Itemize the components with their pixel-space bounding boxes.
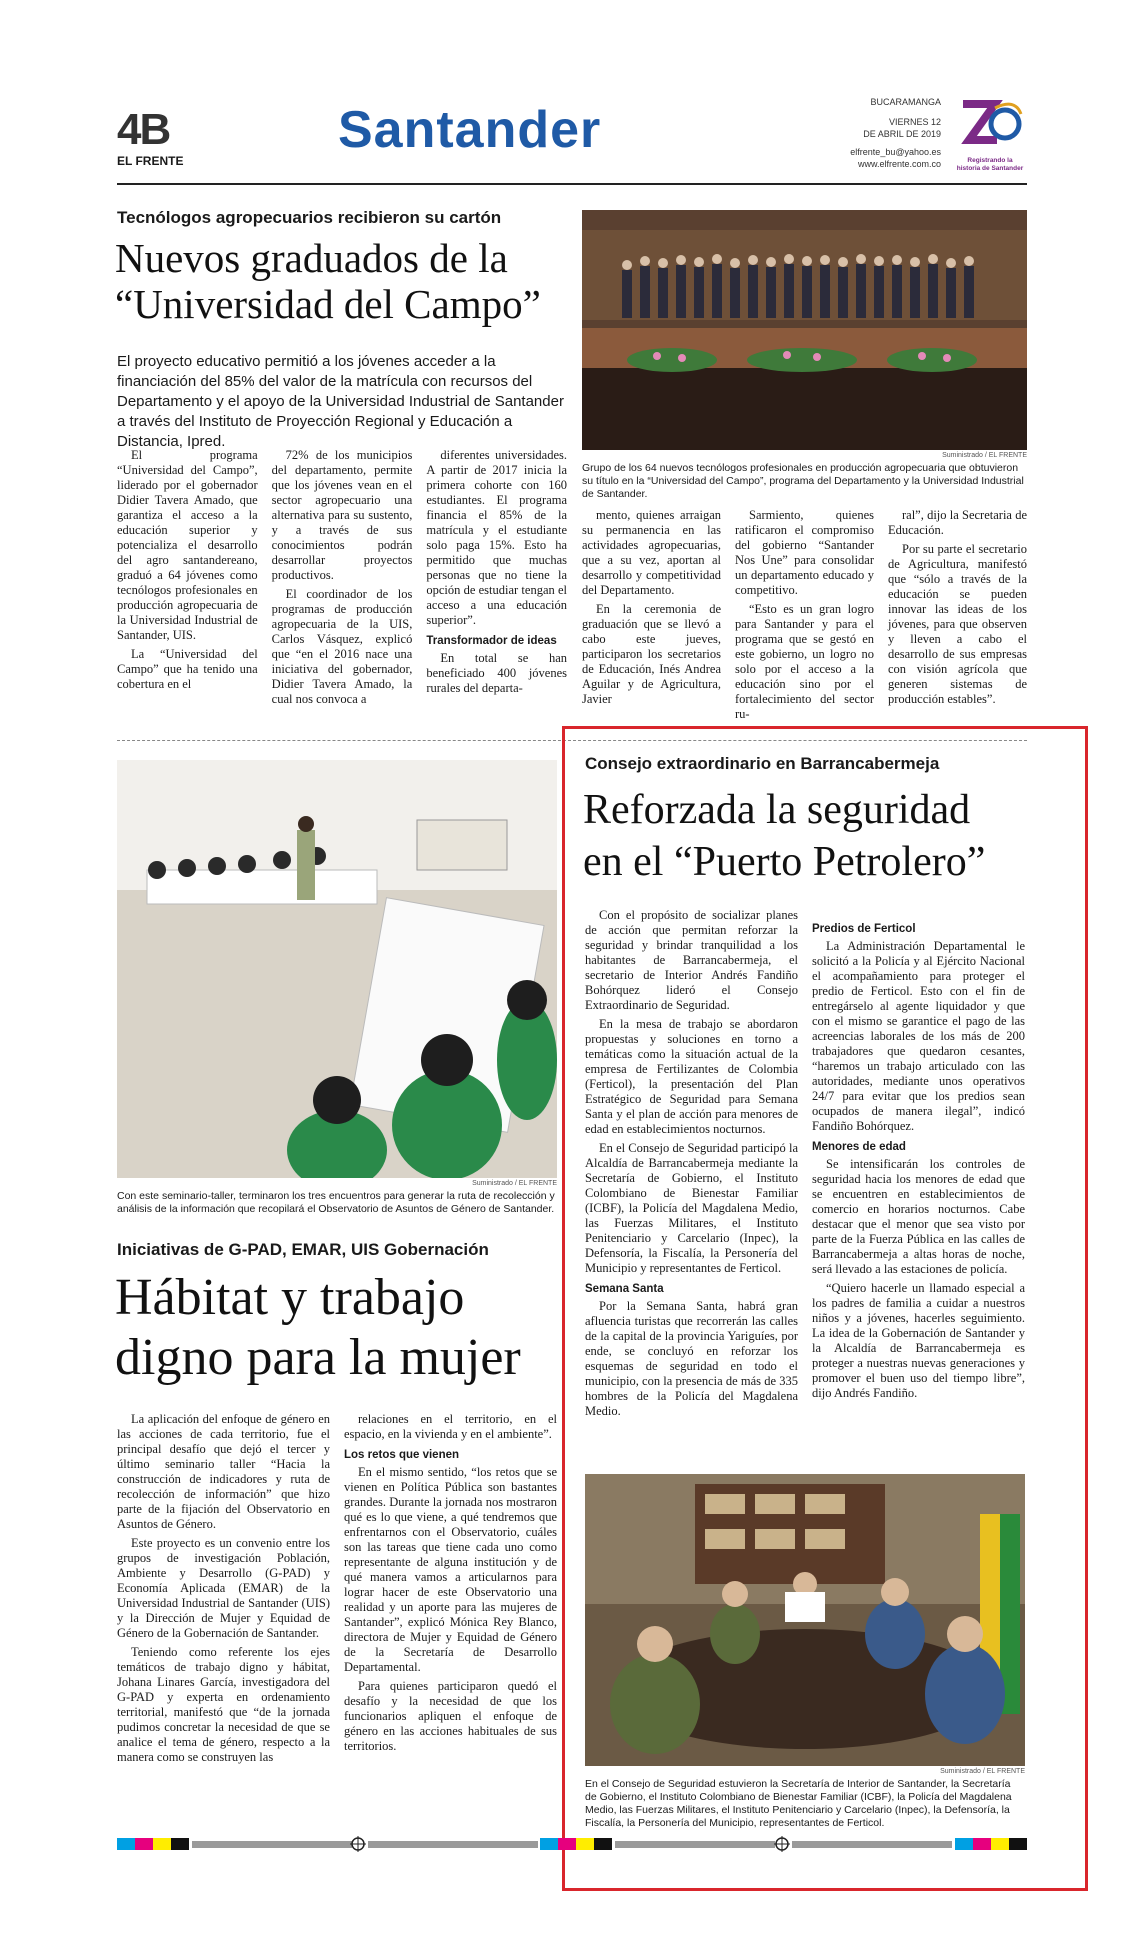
paper-name: EL FRENTE: [117, 154, 184, 168]
article2-col1: [117, 1412, 330, 1769]
subhead: Los retos que vienen: [344, 1449, 460, 1461]
color-swatches: [540, 1838, 612, 1850]
paragraph: En la ceremonia de graduación que se llevó a cabo este jueves, participaron los secretarios de Educación, Inés Andrea Aguilar y de Agricultura, Javier: [582, 602, 721, 706]
article2-col2: [344, 1412, 557, 1769]
article1-col3: [426, 448, 567, 711]
registration-gray-bar: [192, 1841, 352, 1848]
seminar-room-image: [117, 760, 557, 1178]
registration-bar-right: [955, 1838, 1027, 1850]
paragraph: Por la Semana Santa, habrá gran afluencia turistas que recorrerán las calles de la capital de la provincia Yariguíes, por ende, se concluyó en reforzar los esquemas de seguridad en todo el municipio, con la presencia de más de 335 hombres de la Policía del Magdalena Medio.: [585, 1299, 798, 1418]
seminar-photo-credit: Suministrado / EL FRENTE: [472, 1180, 557, 1187]
masthead-info: [826, 96, 941, 170]
registration-mark-icon: [774, 1836, 790, 1852]
seminar-photo-caption: Con este seminario-taller, terminaron los tres encuentros para generar la ruta de recolección y análisis de la información que recopilará el Observatorio de Asuntos de Género de Santander.: [117, 1190, 555, 1215]
date-line2: DE ABRIL DE 2019: [863, 129, 941, 139]
date-line1: VIERNES 12: [888, 117, 941, 127]
subhead: Semana Santa: [585, 1283, 664, 1295]
seminar-photo: [117, 760, 557, 1178]
paragraph: En total se han beneficiado 400 jóvenes rurales del departa-: [426, 651, 568, 695]
article2-body: [117, 1412, 557, 1769]
article2-headline-line2: digno para la mujer: [115, 1329, 521, 1386]
registration-gray-bar-4: [792, 1841, 952, 1848]
graduates-photo-credit: Suministrado / EL FRENTE: [942, 452, 1027, 459]
article1-body-right: [582, 508, 1027, 726]
subhead: Transformador de ideas: [426, 635, 557, 647]
graduates-photo-caption: Grupo de los 64 nuevos tecnólogos profesionales en producción agropecuaria que obtuvieron su título en la “Universidad del Campo”, programa del Departamento y la Universidad Industrial de Santander.: [582, 462, 1024, 500]
article2-headline-line1: Hábitat y trabajo: [115, 1269, 465, 1326]
page-number: 4B: [117, 105, 170, 154]
paragraph: ral”, dijo la Secretaria de Educación.: [888, 508, 1027, 537]
paragraph: diferentes universidades. A partir de 2017 inicia la primera cohorte con 160 estudiantes. El programa financia el 85% de la matrícula y el estudiante solo paga 15%. Esto ha permitido que muchas personas que no tiene la opción de estudiar tengan el acceso a una educación superior”.: [426, 448, 568, 627]
paragraph: Sarmiento, quienes ratificaron el compromiso del gobierno “Santander Nos Une” para consolidar un departamento educado y competitivo.: [735, 508, 874, 597]
article1-headline: [115, 236, 575, 328]
article1-deck: El proyecto educativo permitió a los jóvenes acceder a la financiación del 85% del valor de la matrícula con recursos del Departamento y el apoyo de la Universidad Industrial de Santander a través del Instituto de Proyección Regional y Educación a Distancia, Ipred.: [117, 353, 564, 450]
paragraph: relaciones en el territorio, en el espacio, en la vivienda y en el ambiente”.: [344, 1412, 557, 1441]
registration-mark-icon: [350, 1836, 366, 1852]
paragraph: El programa “Universidad del Campo”, liderado por el gobernador Didier Tavera Amado, que garantiza el acceso a la educación superior y potencializa el desarrollo del agro santandereano, graduó a 64 jóvenes como tecnólogos profesionales en producción agropecuaria de la Universidad Industrial de Santander, UIS.: [117, 448, 258, 642]
article1-col6: [888, 508, 1027, 726]
email: elfrente_bu@yahoo.es: [850, 147, 941, 157]
website: www.elfrente.com.co: [857, 159, 941, 169]
color-swatches: [955, 1838, 1027, 1850]
article1-headline-line2: “Universidad del Campo”: [115, 280, 541, 327]
paragraph: En el mismo sentido, “los retos que se vienen en Política Pública son bastantes grandes. Durante la jornada nos mostraron qué es lo que viene, a qué tendremos que enfrentarnos con el Observatorio, cuáles son las tareas que tiene cada uno como representante de alguna institución y de qué manera vamos a articularnos para lograr hacer de este Observatorio una realidad y un aporte para las mujeres de Santander”, explicó Mónica Rey Blanco, directora de Mujer y Equidad de Género de la Secretaría de Desarrollo Departamental.: [344, 1465, 557, 1674]
article3-col2: [812, 908, 1025, 1423]
paragraph: Para quienes participaron quedó el desafío y la necesidad de que los funcionarios apliquen el enfoque de género en las acciones habituales de sus territorios.: [344, 1679, 557, 1753]
paragraph: La Administración Departamental le solicitó a la Policía y al Ejército Nacional el acompañamiento para proteger el predio de Ferticol. Esto con el fin de entregárselo al agente liquidador y que con el mismo se garantice el pago de las acreencias laborales de los más de 200 trabajadores que quedaron cesantes, “haremos un trabajo articulado con las autoridades, mediante unos operativos 24/7 para evitar que los predios sean ocupados de manera ilegal”, indicó Fandiño Bohórquez.: [812, 939, 1025, 1133]
paragraph: “Esto es un gran logro para Santander y para el programa que se gestó en este gobierno, un logro no solo por el acceso a la educación sino por el fortalecimiento del sector ru-: [735, 602, 874, 721]
article3-col1: [585, 908, 798, 1423]
article1-col1: [117, 448, 258, 711]
paragraph: 72% de los municipios del departamento, permite que los jóvenes vean en el sector agropecuario una alternativa para su sustento, y a través de sus conocimientos podrán desarrollar proyectos productivos.: [271, 448, 413, 582]
anniversary-logo-icon: [955, 96, 1025, 152]
paragraph: Teniendo como referente los ejes temáticos de trabajo digno y hábitat, Johana Linares García, investigadora del G-PAD y experta en ordenamiento territorial, manifestó que “de la jornada pudimos concretar la necesidad de que se analice el tema de género, respecto a la manera como se construyen las: [117, 1645, 330, 1764]
article1-col2: [272, 448, 413, 711]
article1-col5: [735, 508, 874, 726]
anniversary-logo: [955, 96, 1025, 172]
paragraph: En el Consejo de Seguridad participó la Alcaldía de Barrancabermeja mediante la Secretaría de Gobierno, el Instituto Colombiano de Bienestar Familiar (ICBF), la Policía del Magdalena Medio, las Fuerzas Militares, el Instituto Penitenciario y Carcelario (Inpec), la Defensoría, la Fiscalía, la Personería del Municipio y representantes de Ferticol.: [585, 1141, 798, 1275]
paragraph: “Quiero hacerle un llamado especial a los padres de familia a cuidar a nuestros niños y a jóvenes, hacerles seguimiento. La idea de la Gobernación de Santander y la Alcaldía de Barrancabermeja es proteger a nuestras nuevas generaciones y promover el buen uso del tiempo libre”, dijo Andrés Fandiño.: [812, 1281, 1025, 1400]
article2-kicker: Iniciativas de G-PAD, EMAR, UIS Gobernación: [117, 1240, 489, 1259]
security-photo-credit: Suministrado / EL FRENTE: [940, 1768, 1025, 1775]
registration-gray-bar-2: [368, 1841, 538, 1848]
masthead-rule: [117, 183, 1027, 185]
city: BUCARAMANGA: [870, 97, 941, 107]
paragraph: Se intensificarán los controles de seguridad hacia los menores de edad que se encuentren en establecimientos de comercio en horarios nocturnos. Cabe destacar que el menor que sea visto por parte de la Fuerza Pública en las calles de Barrancabermeja a altas horas de noche, será llevado a las estaciones de policía.: [812, 1157, 1025, 1276]
paragraph: Este proyecto es un convenio entre los grupos de investigación Población, Ambiente y Desarrollo (G-PAD) y Economía Aplicada (EMAR) de la Universidad Industrial de Santander (UIS) y la Dirección de Mujer y Equidad de Género de la Gobernación de Santander.: [117, 1536, 330, 1640]
registration-bar-center: [540, 1838, 612, 1850]
graduates-photo: [582, 210, 1027, 450]
subhead: Menores de edad: [812, 1141, 906, 1153]
security-photo-caption: En el Consejo de Seguridad estuvieron la Secretaría de Interior de Santander, la Secretaría de Gobierno, el Instituto Colombiano de Bienestar Familiar (ICBF), la Policía del Magdalena Medio, las Fuerzas Militares, el Instituto Penitenciario y Carcelario (Inpec), la Defensoría, la Fiscalía, la Personería del Municipio, representantes de Ferticol.: [585, 1778, 1012, 1829]
article1-col4: [582, 508, 721, 726]
paragraph: La aplicación del enfoque de género en las acciones de cada territorio, fue el principal desafío que dejó el tercer y último seminario taller “Hacia la construcción de indicadores y ruta de recolección de información” que hizo parte de la fijación del Observatorio en Asuntos de Género.: [117, 1412, 330, 1531]
article2-headline: [115, 1268, 565, 1388]
article3-headline-line2: en el “Puerto Petrolero”: [583, 839, 986, 885]
color-swatches: [117, 1838, 189, 1850]
paragraph: El coordinador de los programas de producción agropecuaria de la UIS, Carlos Vásquez, explicó que “en el 2016 nace una iniciativa del gobernador, Didier Tavera Amado, la cual nos convoca a: [271, 587, 413, 706]
paragraph: mento, quienes arraigan su permanencia en las actividades agropecuarias, que a su vez, aportan al desarrollo y competitividad del Departamento.: [582, 508, 721, 597]
article1-kicker: Tecnólogos agropecuarios recibieron su cartón: [117, 208, 502, 227]
section-title: Santander: [338, 101, 602, 159]
paragraph: En la mesa de trabajo se abordaron propuestas y soluciones en torno a temáticas como la situación actual de la empresa de Fertilizantes de Colombia (Ferticol), la presentación del Plan Estratégico de Seguridad para Semana Santa y el plan de acción para menores de edad en establecimientos nocturnos.: [585, 1017, 798, 1136]
article3-headline: [583, 784, 1053, 888]
paragraph: Con el propósito de socializar planes de acción que permitan reforzar la seguridad y brindar tranquilidad a los habitantes de Barrancabermeja, el secretario de Interior Andrés Fandiño Bohórquez lideró el Consejo Extraordinario de Seguridad.: [585, 908, 798, 1012]
graduates-stage-image: [582, 210, 1027, 450]
logo-caption: Registrando la historia de Santander: [956, 157, 1024, 172]
paragraph: Por su parte el secretario de Agricultura, manifestó que “sólo a través de la educación se pueden innovar las ideas de los jóvenes, para que observen y lleven a cabo el desarrollo de sus empresas con visión agrícola que generen sistemas de producción estables”.: [888, 542, 1027, 706]
subhead: Predios de Ferticol: [812, 923, 916, 935]
article3-body: [585, 908, 1025, 1423]
article3-headline-line1: Reforzada la seguridad: [583, 787, 971, 833]
paragraph: La “Universidad del Campo” que ha tenido una cobertura en el: [117, 647, 258, 691]
registration-gray-bar-3: [615, 1841, 775, 1848]
article3-kicker: Consejo extraordinario en Barrancabermeja: [585, 754, 940, 773]
article1-headline-line1: Nuevos graduados de la: [115, 235, 508, 281]
security-council-image: [585, 1474, 1025, 1766]
security-council-photo: [585, 1474, 1025, 1766]
article1-body-left: [117, 448, 567, 711]
